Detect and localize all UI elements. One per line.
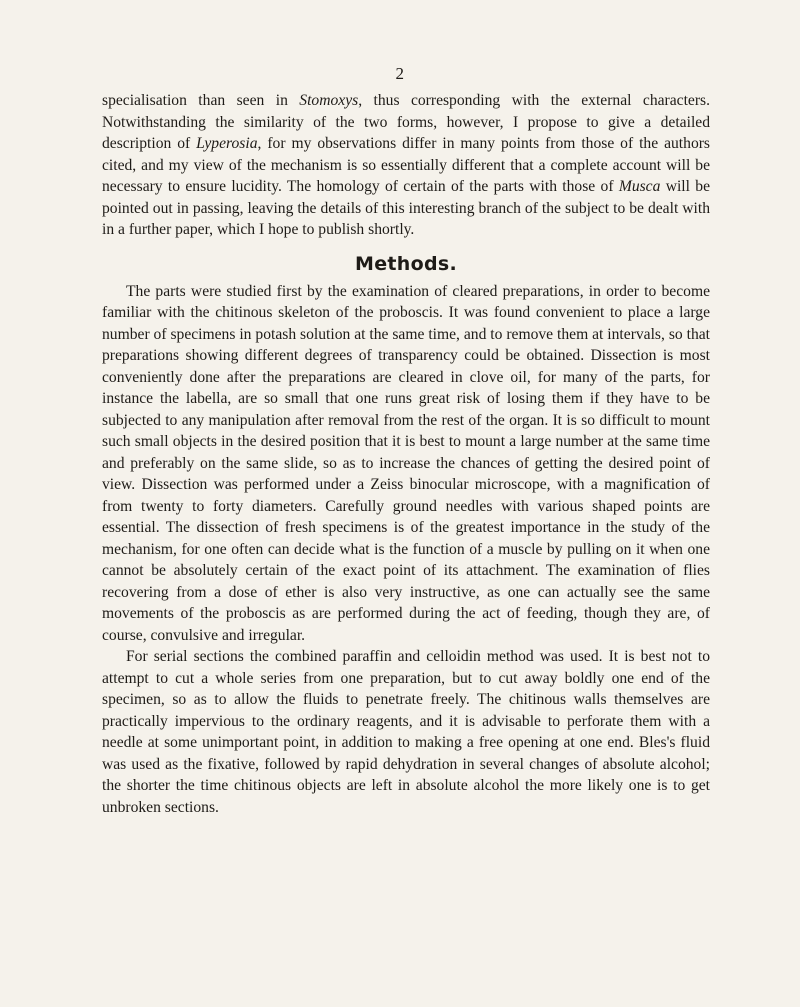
genus-musca: Musca (618, 178, 661, 195)
intro-text-4: will be pointed out in passing, leaving the details of this interesting branch of the subject to be dealt with in a further paper, which I hope to publish shortly. (102, 178, 710, 238)
methods-paragraph-2: For serial sections the combined paraffin and celloidin method was used. It is best not to attempt to cut a whole series from one preparation, but to cut away boldly one end of the specimen, so as to allow the fluids to penetrate freely. The chitinous walls themselves are practically impervious to the ordinary reagents, and it is advisable to perforate them with a needle at some unimportant point, in addition to making a free opening at one end. Bles's fluid was used as the fixative, followed by rapid dehydration in several changes of absolute alcohol; the shorter the time chitinous objects are left in absolute alcohol the more likely one is to get unbroken sections. (102, 648, 710, 816)
intro-paragraph (102, 90, 710, 241)
body-text (102, 90, 710, 818)
genus-lyperosia: Lyperosia (196, 135, 258, 152)
methods-paragraph-1: The parts were studied first by the examination of cleared preparations, in order to become familiar with the chitinous skeleton of the proboscis. It was found convenient to place a large number of specimens in potash solution at the same time, and to remove them at intervals, so that preparations showing different degrees of transparency could be obtained. Dissection is most conveniently done after the preparations are cleared in clove oil, for many of the parts, for instance the labella, are so small that one runs great risk of losing them if they have to be subjected to any manipulation after removal from the rest of the organ. It is so difficult to mount such small objects in the desired position that it is best to mount a large number at the same time and preferably on the same slide, so as to increase the chances of getting the desired point of view. Dissection was performed under a Zeiss binocular microscope, with a magnification of from twenty to forty diameters. Carefully ground needles with various shaped points are essential. The dissection of fresh specimens is of the greatest importance in the study of the mechanism, for one often can decide what is the function of a muscle by pulling on it when one cannot be absolutely certain of the exact point of its attachment. The examination of flies recovering from a dose of ether is also very instructive, as one can actually see the same movements of the proboscis as are performed during the act of feeding, though they are, of course, convulsive and irregular. (102, 282, 710, 644)
page-number: 2 (395, 64, 405, 83)
section-heading: Methods. (355, 252, 457, 275)
intro-text-1: specialisation than seen in (102, 92, 300, 109)
genus-stomoxys: Stomoxys (299, 92, 359, 109)
intro-text-3: , for my observations differ in many points from those of the authors cited, and my view of the mechanism is so essentially different that a complete account will be necessary to ensure lucidity. The homology of certain of the parts with those of (102, 135, 710, 195)
intro-text-2: , thus corresponding with the external characters. Notwithstanding the similarity of the two forms, however, I propose to give a detailed description of (102, 92, 710, 152)
